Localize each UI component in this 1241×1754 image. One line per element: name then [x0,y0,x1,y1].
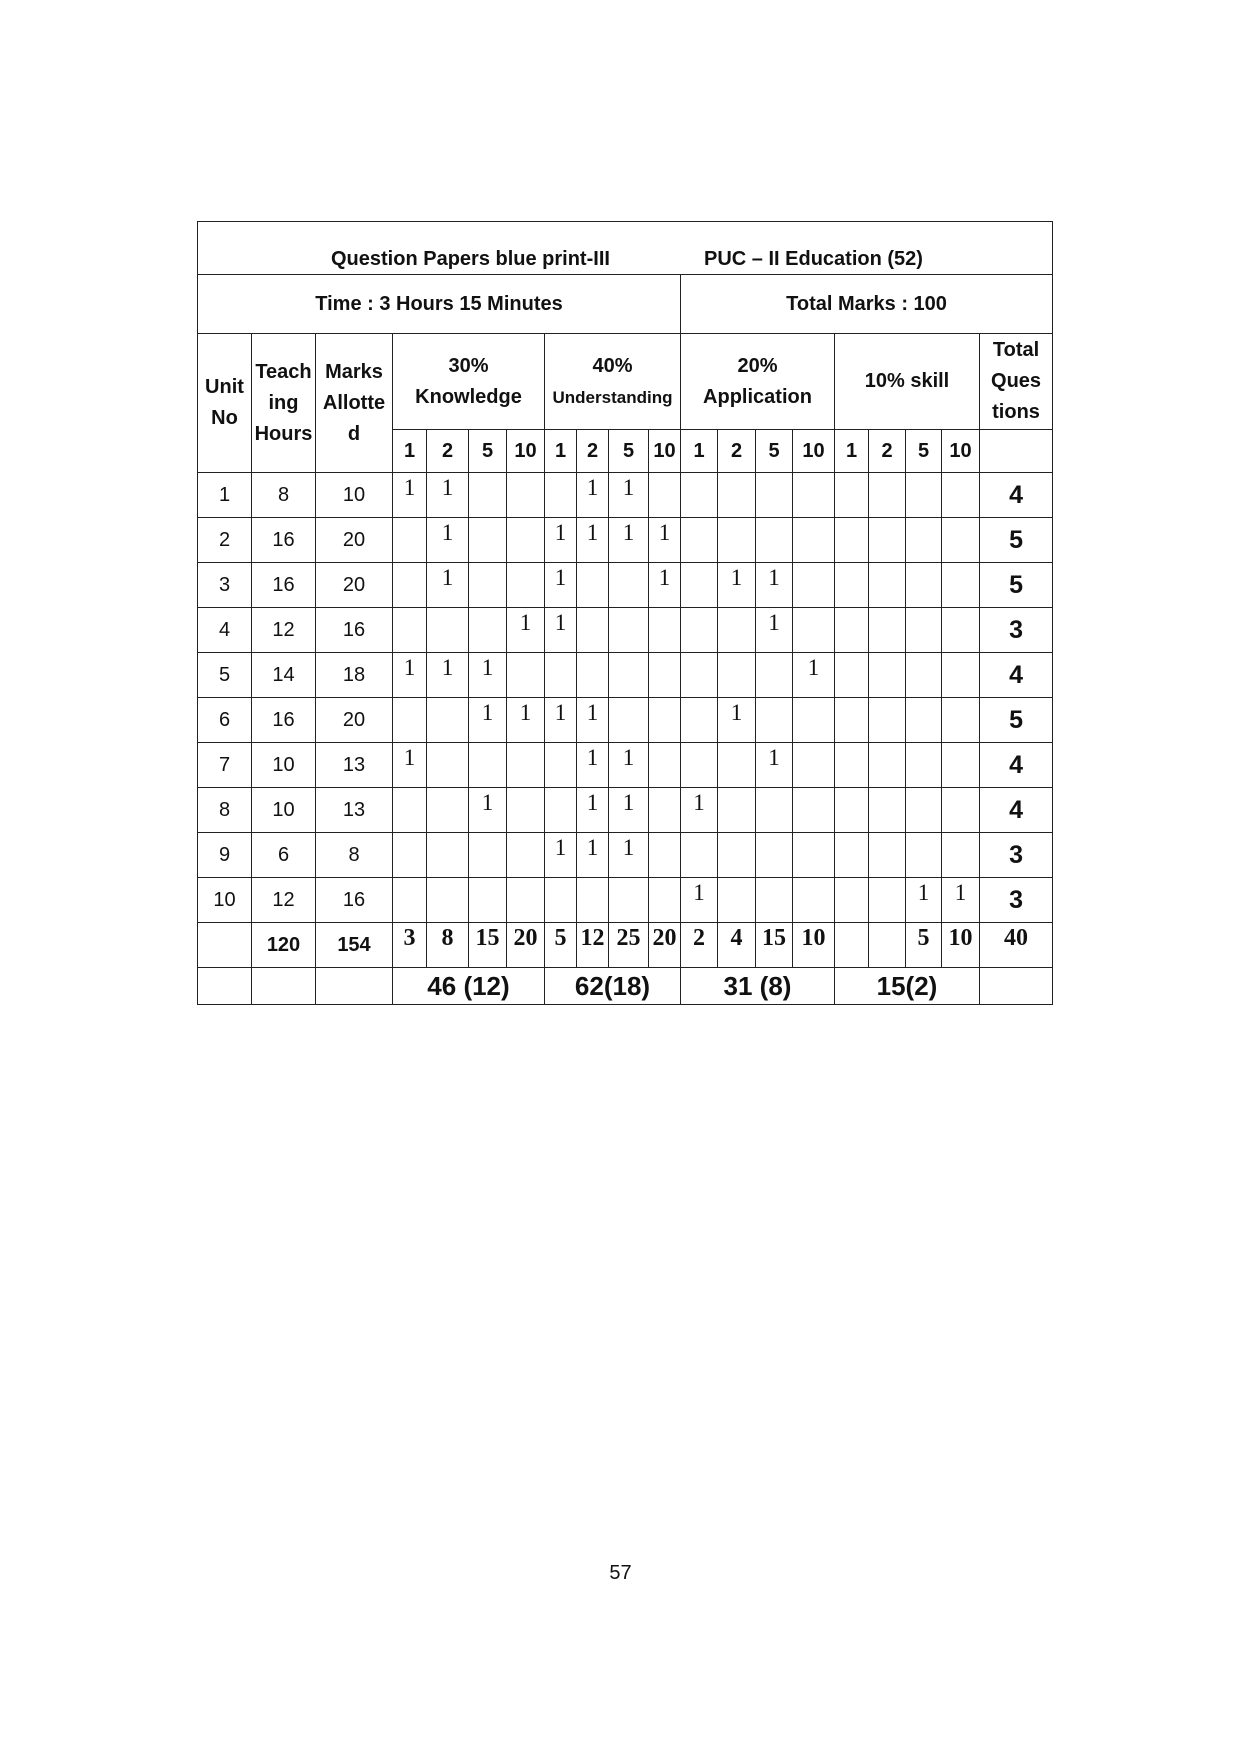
hours-cell: 12 [252,608,316,653]
question-count-cell [942,473,980,518]
question-count-cell [427,608,469,653]
table-row [198,788,1053,833]
question-count-cell [681,743,718,788]
total-cell: 12 [577,923,609,968]
sub-mark-header: 5 [756,430,793,473]
question-count-cell [427,698,469,743]
question-count-cell [507,878,545,923]
total-cell: 15 [469,923,507,968]
question-count-cell: 1 [577,833,609,878]
question-count-cell [545,653,577,698]
question-count-cell: 1 [609,833,649,878]
question-count-cell: 1 [577,473,609,518]
summary-empty-cell [980,968,1053,1005]
question-count-cell [718,518,756,563]
sub-mark-header: 1 [681,430,718,473]
marks-allotted-header: Marks Allotte d [316,334,393,473]
question-count-cell [793,473,835,518]
marks-cell: 20 [316,563,393,608]
total-cell: 10 [793,923,835,968]
hours-cell: 14 [252,653,316,698]
question-count-cell: 1 [793,653,835,698]
question-count-cell [681,833,718,878]
question-count-cell [507,653,545,698]
question-count-cell [507,743,545,788]
marks-cell: 18 [316,653,393,698]
totals-row [198,923,1053,968]
total-questions-cell: 5 [980,518,1053,563]
table-row [198,698,1053,743]
question-count-cell [942,518,980,563]
question-count-cell [793,563,835,608]
question-count-cell [718,833,756,878]
question-count-cell [393,698,427,743]
question-count-cell: 1 [545,518,577,563]
title-cell [198,222,1053,275]
question-count-cell [609,698,649,743]
unit-cell: 9 [198,833,252,878]
total-cell: 15 [756,923,793,968]
sub-mark-header: 2 [718,430,756,473]
question-count-cell: 1 [756,563,793,608]
question-count-cell [681,473,718,518]
question-count-cell [649,833,681,878]
question-count-cell: 1 [681,878,718,923]
question-count-cell [869,608,906,653]
sub-mark-header: 10 [942,430,980,473]
question-count-cell [906,608,942,653]
question-count-cell [649,788,681,833]
question-count-cell [906,788,942,833]
question-count-cell [545,878,577,923]
question-count-cell [649,653,681,698]
question-count-cell [793,833,835,878]
sub-mark-header: 10 [507,430,545,473]
question-count-cell [906,518,942,563]
total-questions-header: Total Ques tions [980,334,1053,430]
question-count-cell [649,878,681,923]
question-count-cell [545,473,577,518]
marks-cell: 13 [316,788,393,833]
sub-mark-header: 10 [793,430,835,473]
question-count-cell [835,518,869,563]
hours-cell: 10 [252,743,316,788]
unit-cell: 2 [198,518,252,563]
question-count-cell [427,743,469,788]
question-count-cell [835,653,869,698]
question-count-cell [793,608,835,653]
question-count-cell [649,698,681,743]
question-count-cell [649,608,681,653]
question-count-cell [507,473,545,518]
hours-cell: 16 [252,563,316,608]
question-count-cell [507,833,545,878]
question-count-cell: 1 [718,698,756,743]
total-questions-cell: 3 [980,878,1053,923]
question-count-cell [835,698,869,743]
question-count-cell: 1 [609,473,649,518]
question-count-cell [393,608,427,653]
question-count-cell [609,563,649,608]
unit-cell: 8 [198,788,252,833]
table-row [198,518,1053,563]
question-count-cell [577,608,609,653]
total-questions-cell: 4 [980,743,1053,788]
sub-mark-header: 5 [609,430,649,473]
question-count-cell [835,563,869,608]
totals-unit [198,923,252,968]
total-cell: 2 [681,923,718,968]
question-count-cell [835,473,869,518]
question-count-cell [793,878,835,923]
question-count-cell [756,473,793,518]
question-count-cell [469,878,507,923]
hours-cell: 12 [252,878,316,923]
question-count-cell [649,743,681,788]
question-count-cell [793,518,835,563]
question-count-cell [469,608,507,653]
question-count-cell [393,788,427,833]
total-cell: 4 [718,923,756,968]
grand-total-questions: 40 [980,923,1053,968]
question-count-cell [869,653,906,698]
sub-mark-header: 10 [649,430,681,473]
total-cell: 5 [545,923,577,968]
question-count-cell [942,743,980,788]
question-count-cell [869,698,906,743]
total-cell [835,923,869,968]
question-count-cell [942,608,980,653]
skill-header: 10% skill [835,334,980,430]
marks-cell: 10 [316,473,393,518]
total-cell: 3 [393,923,427,968]
question-count-cell [718,473,756,518]
question-count-cell [609,608,649,653]
total-questions-cell: 5 [980,563,1053,608]
blueprint-table [197,221,1053,1005]
question-count-cell [507,518,545,563]
marks-cell: 8 [316,833,393,878]
marks-cell: 20 [316,518,393,563]
question-count-cell [942,563,980,608]
unit-cell: 4 [198,608,252,653]
question-count-cell: 1 [427,563,469,608]
question-count-cell: 1 [906,878,942,923]
question-count-cell [756,788,793,833]
page-number: 57 [609,1562,632,1584]
question-count-cell: 1 [507,608,545,653]
hours-cell: 8 [252,473,316,518]
question-count-cell: 1 [609,518,649,563]
total-cell [869,923,906,968]
question-count-cell: 1 [681,788,718,833]
sub-total-empty-cell [980,430,1053,473]
understanding-header: 40% Understanding [545,334,681,430]
question-count-cell [869,833,906,878]
question-count-cell: 1 [756,743,793,788]
question-count-cell [393,563,427,608]
question-count-cell [681,653,718,698]
question-count-cell: 1 [577,518,609,563]
question-count-cell: 1 [545,563,577,608]
unit-cell: 10 [198,878,252,923]
sub-mark-header: 2 [869,430,906,473]
question-count-cell: 1 [609,743,649,788]
marks-cell: 16 [316,878,393,923]
question-count-cell [393,833,427,878]
question-count-cell [869,473,906,518]
skill-summary: 15(2) [835,968,980,1005]
total-cell: 25 [609,923,649,968]
question-count-cell [649,473,681,518]
question-count-cell [942,653,980,698]
total-questions-cell: 4 [980,788,1053,833]
question-count-cell [577,563,609,608]
question-count-cell: 1 [577,788,609,833]
table-row [198,653,1053,698]
question-count-cell: 1 [393,743,427,788]
question-count-cell [718,653,756,698]
total-questions-cell: 4 [980,653,1053,698]
question-count-cell [835,788,869,833]
question-count-cell: 1 [718,563,756,608]
question-count-cell [869,743,906,788]
total-cell: 20 [507,923,545,968]
sub-mark-header: 5 [469,430,507,473]
question-count-cell [906,473,942,518]
question-count-cell [507,563,545,608]
summary-empty-cell [198,968,252,1005]
blueprint-sheet [197,221,1050,1005]
question-count-cell [469,473,507,518]
question-count-cell [869,563,906,608]
question-count-cell: 1 [427,473,469,518]
question-count-cell: 1 [649,563,681,608]
question-count-cell [756,518,793,563]
summary-row [198,968,1053,1005]
total-marks-label: Total Marks : 100 [681,275,1053,334]
sub-mark-header: 1 [393,430,427,473]
question-count-cell [869,878,906,923]
question-count-cell [942,788,980,833]
question-count-cell: 1 [942,878,980,923]
sub-mark-header: 2 [577,430,609,473]
question-count-cell [681,698,718,743]
summary-empty-cell [316,968,393,1005]
marks-cell: 13 [316,743,393,788]
sub-mark-header: 1 [835,430,869,473]
question-count-cell [942,833,980,878]
sub-mark-header: 1 [545,430,577,473]
totals-hours: 120 [252,923,316,968]
sub-mark-header: 5 [906,430,942,473]
question-count-cell: 1 [577,698,609,743]
hours-cell: 6 [252,833,316,878]
summary-empty-cell [252,968,316,1005]
unit-cell: 5 [198,653,252,698]
teaching-hours-header: Teach ing Hours [252,334,316,473]
question-count-cell [469,518,507,563]
question-count-cell [793,743,835,788]
sub-mark-header: 2 [427,430,469,473]
question-count-cell [681,608,718,653]
question-count-cell [835,878,869,923]
time-label: Time : 3 Hours 15 Minutes [198,275,681,334]
course-title: PUC – II Education (52) [704,248,923,270]
application-summary: 31 (8) [681,968,835,1005]
total-questions-cell: 4 [980,473,1053,518]
question-count-cell [906,653,942,698]
question-count-cell [793,698,835,743]
question-count-cell [906,698,942,743]
question-count-cell [577,878,609,923]
question-count-cell [835,743,869,788]
total-questions-cell: 3 [980,833,1053,878]
question-count-cell [427,878,469,923]
table-row [198,473,1053,518]
question-count-cell [545,743,577,788]
question-count-cell [835,833,869,878]
question-count-cell: 1 [507,698,545,743]
question-count-cell [681,563,718,608]
unit-cell: 7 [198,743,252,788]
question-count-cell [718,608,756,653]
question-count-cell: 1 [469,788,507,833]
question-count-cell [756,698,793,743]
question-count-cell [906,563,942,608]
question-count-cell [756,878,793,923]
question-count-cell: 1 [609,788,649,833]
question-count-cell [756,653,793,698]
question-count-cell [545,788,577,833]
total-cell: 5 [906,923,942,968]
question-count-cell [793,788,835,833]
table-row [198,608,1053,653]
question-count-cell: 1 [756,608,793,653]
unit-no-header: Unit No [198,334,252,473]
question-count-cell [756,833,793,878]
question-count-cell: 1 [545,698,577,743]
question-count-cell [869,518,906,563]
knowledge-summary: 46 (12) [393,968,545,1005]
hours-cell: 10 [252,788,316,833]
question-count-cell [869,788,906,833]
question-count-cell: 1 [427,653,469,698]
question-count-cell: 1 [393,653,427,698]
question-count-cell [718,878,756,923]
question-count-cell [577,653,609,698]
question-count-cell: 1 [577,743,609,788]
question-count-cell [718,743,756,788]
question-count-cell [906,743,942,788]
question-count-cell [393,518,427,563]
total-questions-cell: 5 [980,698,1053,743]
question-count-cell [906,833,942,878]
page-title: Question Papers blue print-III [331,248,610,270]
hours-cell: 16 [252,518,316,563]
totals-marks: 154 [316,923,393,968]
question-count-cell [681,518,718,563]
table-row [198,743,1053,788]
question-count-cell [609,878,649,923]
question-count-cell: 1 [427,518,469,563]
marks-cell: 16 [316,608,393,653]
question-count-cell [469,833,507,878]
question-count-cell: 1 [469,698,507,743]
question-count-cell [609,653,649,698]
total-cell: 8 [427,923,469,968]
table-row [198,878,1053,923]
unit-cell: 1 [198,473,252,518]
total-questions-cell: 3 [980,608,1053,653]
unit-cell: 6 [198,698,252,743]
understanding-summary: 62(18) [545,968,681,1005]
table-row [198,833,1053,878]
table-row [198,563,1053,608]
question-count-cell [835,608,869,653]
question-count-cell: 1 [393,473,427,518]
knowledge-header: 30% Knowledge [393,334,545,430]
question-count-cell [507,788,545,833]
question-count-cell [393,878,427,923]
question-count-cell [469,743,507,788]
question-count-cell [469,563,507,608]
question-count-cell [718,788,756,833]
question-count-cell [942,698,980,743]
unit-cell: 3 [198,563,252,608]
application-header: 20% Application [681,334,835,430]
total-cell: 20 [649,923,681,968]
total-cell: 10 [942,923,980,968]
marks-cell: 20 [316,698,393,743]
question-count-cell [427,833,469,878]
question-count-cell: 1 [469,653,507,698]
hours-cell: 16 [252,698,316,743]
question-count-cell: 1 [545,833,577,878]
question-count-cell: 1 [545,608,577,653]
question-count-cell: 1 [649,518,681,563]
question-count-cell [427,788,469,833]
